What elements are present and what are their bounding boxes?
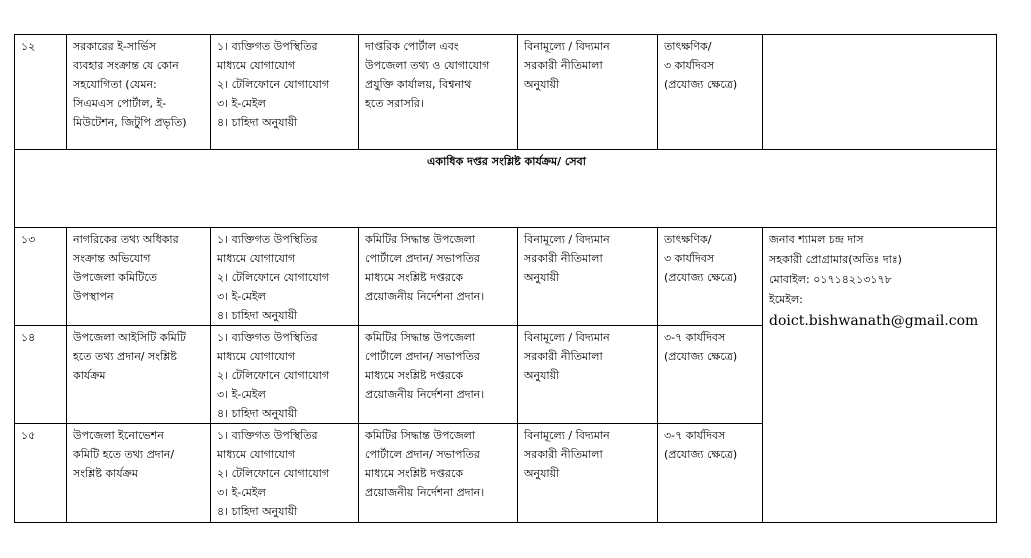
service-fee: বিনামূল্যে / বিদ্যমান সরকারী নীতিমালা অনুযায়ী [518, 424, 658, 523]
table-row [15, 35, 997, 150]
service-time: ৩-৭ কার্যদিবস (প্রযোজ্য ক্ষেত্রে) [658, 424, 763, 523]
service-name: উপজেলা ইনোভেশন কমিটি হতে তথ্য প্রদান/ সংশ্লিষ্ট কার্যক্রম [67, 424, 211, 523]
serial-number: ১২ [15, 35, 67, 150]
service-method: ১। ব্যক্তিগত উপস্থিতির মাধ্যমে যোগাযোগ ২। টেলিফোনে যোগাযোগ ৩। ই-মেইল ৪। চাহিদা অনুযায়ী [211, 228, 359, 326]
service-fee: বিনামূল্যে / বিদ্যমান সরকারী নীতিমালা অনুযায়ী [518, 228, 658, 326]
service-process: দাপ্তরিক পোর্টাল এবং উপজেলা তথ্য ও যোগাযোগ প্রযুক্তি কার্যালয়, বিশ্বনাথ হতে সরাসরি। [359, 35, 518, 150]
officer-email-label: ইমেইল: [769, 293, 803, 306]
service-fee: বিনামূল্যে / বিদ্যমান সরকারী নীতিমালা অনুযায়ী [518, 35, 658, 150]
service-time: ৩-৭ কার্যদিবস (প্রযোজ্য ক্ষেত্রে) [658, 326, 763, 424]
service-process: কমিটির সিদ্ধান্ত উপজেলা পোর্টালে প্রদান/ সভাপতির মাধ্যমে সংশ্লিষ্ট দপ্তরকে প্রয়োজনীয় নির্দেশনা প্রদান। [359, 228, 518, 326]
officer-designation: সহকারী প্রোগ্রামার(অতিঃ দাঃ) [769, 253, 902, 266]
citizen-charter-table [14, 34, 997, 523]
section-row [15, 150, 997, 228]
responsible-officer-contact [763, 228, 997, 523]
serial-number: ১৩ [15, 228, 67, 326]
serial-number: ১৪ [15, 326, 67, 424]
service-method: ১। ব্যক্তিগত উপস্থিতির মাধ্যমে যোগাযোগ ২। টেলিফোনে যোগাযোগ ৩। ই-মেইল ৪। চাহিদা অনুযায়ী [211, 326, 359, 424]
officer-mobile: মোবাইল: ০১৭১৪২১৩১৭৮ [769, 273, 892, 286]
officer-email: doict.bishwanath@gmail.com [769, 313, 979, 329]
service-name: নাগরিকের তথ্য অধিকার সংক্রান্ত অভিযোগ উপজেলা কমিটিতে উপস্থাপন [67, 228, 211, 326]
officer-name: জনাব শ্যামল চন্দ্র দাস [769, 233, 864, 246]
service-process: কমিটির সিদ্ধান্ত উপজেলা পোর্টালে প্রদান/ সভাপতির মাধ্যমে সংশ্লিষ্ট দপ্তরকে প্রয়োজনীয় নির্দেশনা প্রদান। [359, 424, 518, 523]
service-time: তাৎক্ষণিক/ ৩ কার্যদিবস (প্রযোজ্য ক্ষেত্রে) [658, 228, 763, 326]
service-method: ১। ব্যক্তিগত উপস্থিতির মাধ্যমে যোগাযোগ ২। টেলিফোনে যোগাযোগ ৩। ই-মেইল ৪। চাহিদা অনুযায়ী [211, 424, 359, 523]
service-name: সরকারের ই-সার্ভিস ব্যবহার সংক্রান্ত যে কোন সহযোগিতা (যেমন: সিএমএস পোর্টাল, ই- মিউটেশন, জিটুপি প্রভৃতি) [67, 35, 211, 150]
service-process: কমিটির সিদ্ধান্ত উপজেলা পোর্টালে প্রদান/ সভাপতির মাধ্যমে সংশ্লিষ্ট দপ্তরকে প্রয়োজনীয় নির্দেশনা প্রদান। [359, 326, 518, 424]
section-heading: একাধিক দপ্তর সংশ্লিষ্ট কার্যক্রম/ সেবা [15, 150, 997, 228]
service-method: ১। ব্যক্তিগত উপস্থিতির মাধ্যমে যোগাযোগ ২। টেলিফোনে যোগাযোগ ৩। ই-মেইল ৪। চাহিদা অনুযায়ী [211, 35, 359, 150]
service-fee: বিনামূল্যে / বিদ্যমান সরকারী নীতিমালা অনুযায়ী [518, 326, 658, 424]
serial-number: ১৫ [15, 424, 67, 523]
responsible-officer-empty [763, 35, 997, 150]
table-row [15, 228, 997, 326]
service-name: উপজেলা আইসিটি কমিটি হতে তথ্য প্রদান/ সংশ্লিষ্ট কার্যক্রম [67, 326, 211, 424]
service-time: তাৎক্ষণিক/ ৩ কার্যদিবস (প্রযোজ্য ক্ষেত্রে) [658, 35, 763, 150]
